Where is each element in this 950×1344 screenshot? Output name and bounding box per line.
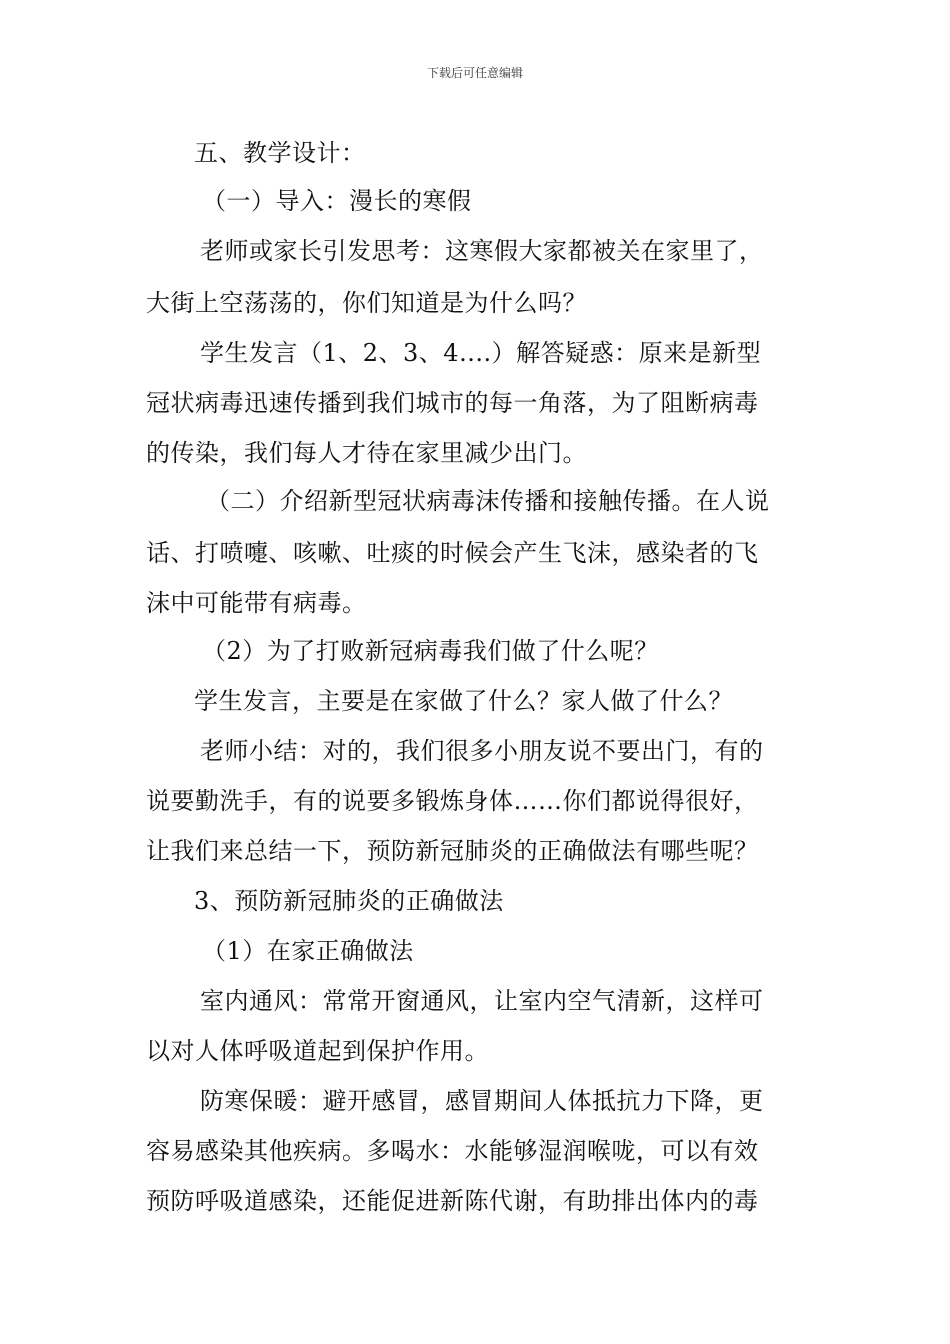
text-line-22: 预防呼吸道感染，还能促进新陈代谢，有助排出体内的毒 — [146, 1187, 759, 1215]
text-line-4: 大街上空荡荡的，你们知道是为什么吗？ — [146, 289, 587, 317]
text-line-10: 沫中可能带有病毒。 — [146, 589, 367, 617]
text-line-1: 五、教学设计： — [194, 139, 366, 167]
text-line-5: 学生发言（1、2、3、4....）解答疑惑：原来是新型 — [200, 339, 762, 367]
text-line-20: 防寒保暖：避开感冒，感冒期间人体抵抗力下降，更 — [200, 1087, 764, 1115]
text-line-16: 3、预防新冠肺炎的正确做法 — [194, 887, 504, 915]
text-line-18: 室内通风：常常开窗通风，让室内空气清新，这样可 — [200, 987, 764, 1015]
text-line-9: 话、打喷嚏、咳嗽、吐痰的时候会产生飞沫，感染者的飞 — [146, 539, 759, 567]
text-line-12: 学生发言，主要是在家做了什么？家人做了什么？ — [194, 687, 733, 715]
text-line-17: （1）在家正确做法 — [202, 937, 414, 965]
text-line-3: 老师或家长引发思考：这寒假大家都被关在家里了， — [200, 237, 764, 265]
text-line-13: 老师小结：对的，我们很多小朋友说不要出门，有的 — [200, 737, 764, 765]
text-line-21: 容易感染其他疾病。多喝水：水能够湿润喉咙，可以有效 — [146, 1137, 759, 1165]
text-line-7: 的传染，我们每人才待在家里减少出门。 — [146, 439, 587, 467]
page-header-note: 下载后可任意编辑 — [426, 66, 523, 80]
text-line-11: （2）为了打败新冠病毒我们做了什么呢？ — [202, 637, 659, 665]
text-line-8: （二）介绍新型冠状病毒沫传播和接触传播。在人说 — [206, 487, 770, 515]
text-line-2: （一）导入：漫长的寒假 — [202, 187, 472, 215]
text-line-15: 让我们来总结一下，预防新冠肺炎的正确做法有哪些呢？ — [146, 837, 759, 865]
text-line-14: 说要勤洗手，有的说要多锻炼身体……你们都说得很好， — [146, 787, 759, 815]
text-line-6: 冠状病毒迅速传播到我们城市的每一角落，为了阻断病毒 — [146, 389, 759, 417]
text-line-19: 以对人体呼吸道起到保护作用。 — [146, 1037, 489, 1065]
